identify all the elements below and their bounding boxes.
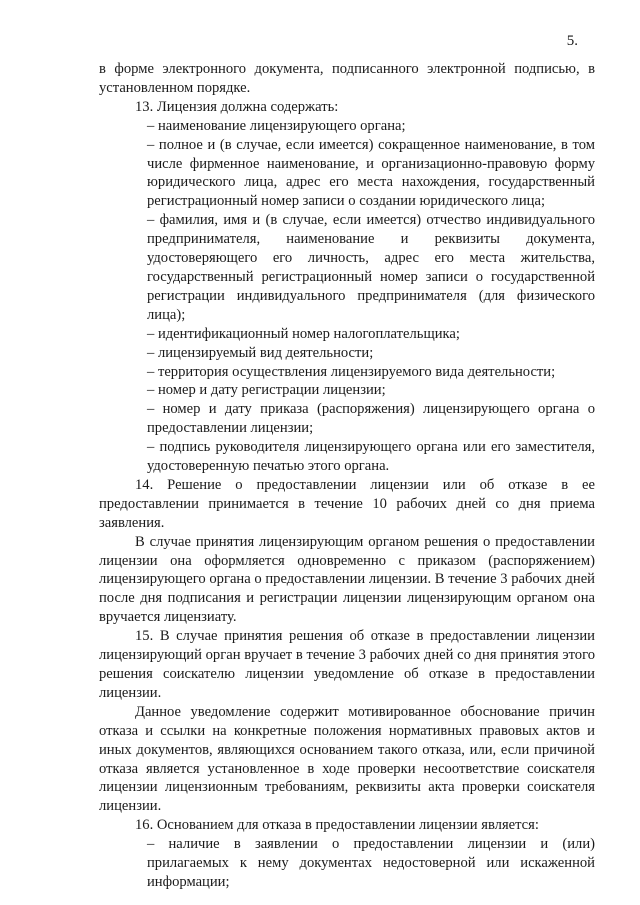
list-item: – фамилия, имя и (в случае, если имеется) отчество индивидуального предпринимателя, наименование и реквизиты документа, удостоверяющего его личность, адрес его места жительства, государственный регистрационный номер записи о государственной регистрации индивидуального предпринимателя (для физического лица); xyxy=(147,212,595,323)
section-14-paragraph: 14. Решение о предоставлении лицензии или об отказе в ее предоставлении принимается в течение 10 рабочих дней со дня приема заявления. xyxy=(99,476,595,531)
list-item: – наличие в заявлении о предоставлении лицензии и (или) прилагаемых к нему документах недостоверной или искаженной информации; xyxy=(147,836,595,890)
list-item: – номер и дату приказа (распоряжения) лицензирующего органа о предоставлении лицензии; xyxy=(147,401,595,437)
page-number: 5. xyxy=(566,33,578,49)
document-body xyxy=(99,60,595,892)
section-14-paragraph-2: В случае принятия лицензирующим органом решения о предоставлении лицензии она оформляется одновременно с приказом (распоряжением) лицензирующего органа о предоставлении лицензии. В течение 3 рабочих дней после дня подписания и регистрации лицензии лицензирующим органом она вручается лицензиату. xyxy=(99,533,595,626)
section-15-paragraph-2: Данное уведомление содержит мотивированное обоснование причин отказа и ссылки на конкретные положения нормативных правовых актов и иных документов, являющихся основанием такого отказа, или, если причиной отказа является установленное в ходе проверки несоответствие соискателя лицензии лицензионным требованиям, реквизиты акта проверки соискателя лицензии. xyxy=(99,703,595,815)
list-item: – подпись руководителя лицензирующего органа или его заместителя, удостоверенную печатью этого органа. xyxy=(147,439,595,475)
list-item: – лицензируемый вид деятельности; xyxy=(147,344,374,361)
list-item: – наименование лицензирующего органа; xyxy=(147,117,406,134)
intro-paragraph: в форме электронного документа, подписанного электронной подписью, в установленном порядке. xyxy=(99,61,595,96)
section-13-list xyxy=(99,117,595,476)
section-16-heading: 16. Основанием для отказа в предоставлении лицензии является: xyxy=(135,817,539,834)
section-13-heading: 13. Лицензия должна содержать: xyxy=(135,98,339,115)
list-item: – территория осуществления лицензируемого вида деятельности; xyxy=(147,363,556,380)
list-item: – идентификационный номер налогоплательщика; xyxy=(147,325,460,342)
list-item: – полное и (в случае, если имеется) сокращенное наименование, в том числе фирменное наименование, и организационно-правовую форму юридического лица, адрес его места нахождения, государственный регистрационный номер записи о создании юридического лица; xyxy=(147,136,595,210)
list-item: – номер и дату регистрации лицензии; xyxy=(147,382,386,399)
section-15-paragraph: 15. В случае принятия решения об отказе в предоставлении лицензии лицензирующий орган вручает в течение 3 рабочих дней со дня принятия этого решения соискателю лицензии уведомление об отказе в предоставлении лицензии. xyxy=(99,628,595,701)
section-16-list xyxy=(99,835,595,892)
